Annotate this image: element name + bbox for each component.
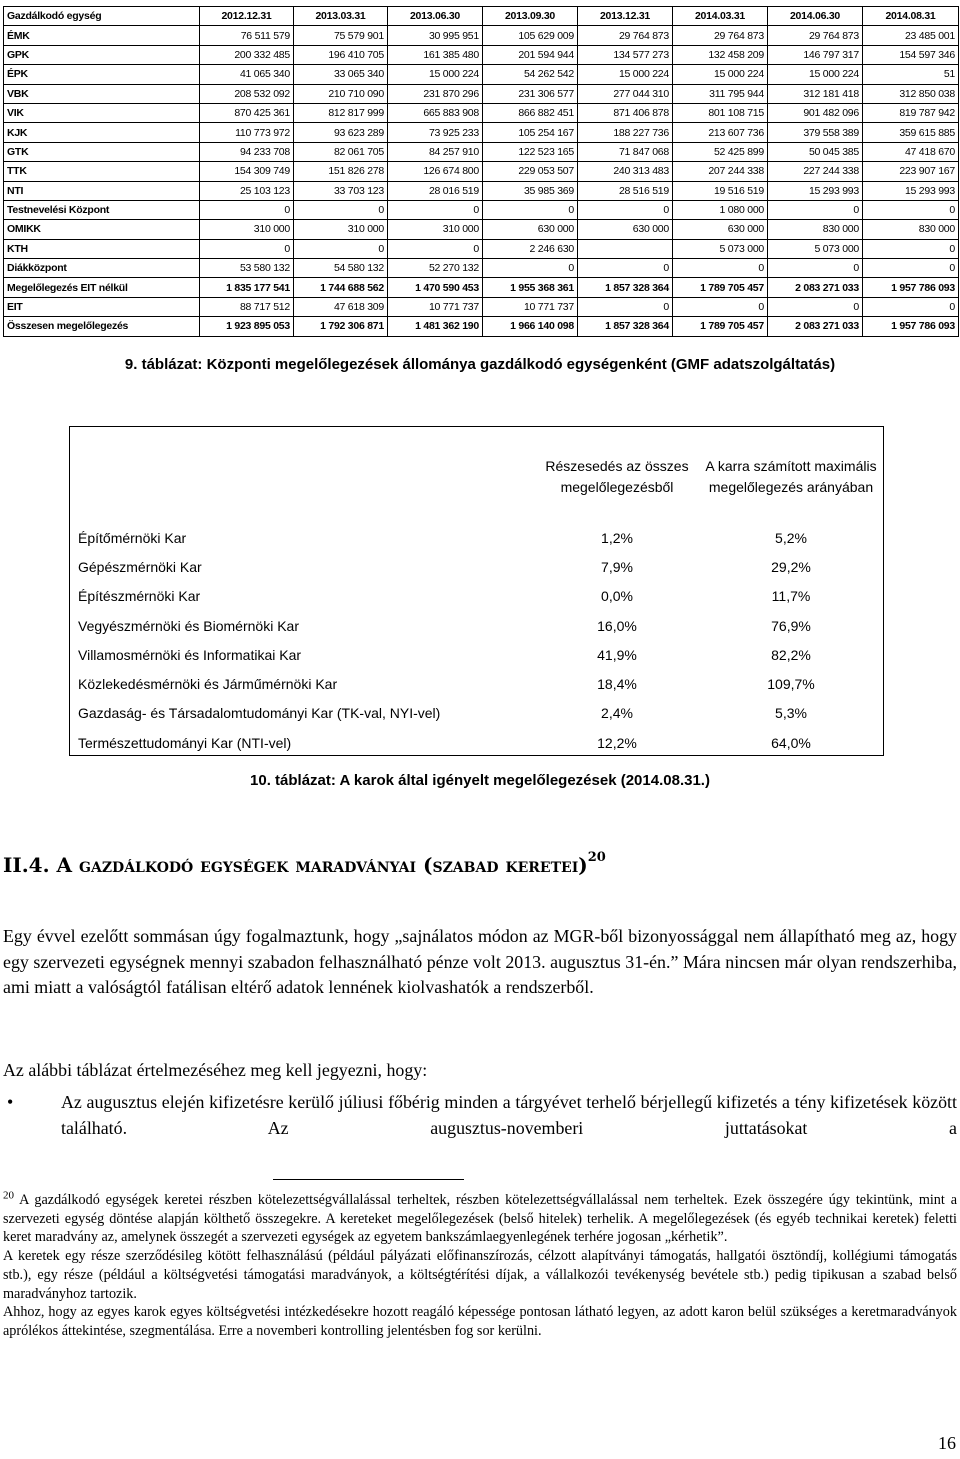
table-row [78, 582, 878, 611]
unit-name-cell: Diákközpont [4, 259, 200, 278]
value-cell: 94 233 708 [200, 142, 294, 161]
ratio-cell: 11,7% [771, 588, 811, 605]
value-cell: 154 309 749 [200, 162, 294, 181]
value-cell: 359 615 885 [863, 123, 959, 142]
value-cell: 29 764 873 [578, 26, 673, 45]
value-cell: 1 835 177 541 [200, 278, 294, 297]
value-cell: 75 579 901 [294, 26, 388, 45]
value-cell: 870 425 361 [200, 103, 294, 122]
value-cell: 53 580 132 [200, 259, 294, 278]
value-cell: 188 227 736 [578, 123, 673, 142]
value-cell: 223 907 167 [863, 162, 959, 181]
value-cell: 0 [200, 239, 294, 258]
value-cell: 1 955 368 361 [483, 278, 578, 297]
unit-name-cell: OMIKK [4, 220, 200, 239]
faculty-name-cell: Közlekedésmérnöki és Járműmérnöki Kar [78, 676, 338, 693]
value-cell: 35 985 369 [483, 181, 578, 200]
table-row [4, 239, 959, 258]
value-cell: 154 597 346 [863, 45, 959, 64]
value-cell: 82 061 705 [294, 142, 388, 161]
column-header: A karra számított maximális megelőlegezés arányában [705, 458, 877, 495]
value-cell: 0 [483, 259, 578, 278]
value-cell: 200 332 485 [200, 45, 294, 64]
value-cell: 630 000 [578, 220, 673, 239]
column-header: Részesedés az összes megelőlegezésből [545, 458, 689, 495]
column-header: 2013.09.30 [483, 7, 578, 26]
value-cell: 1 857 328 364 [578, 317, 673, 336]
footnote-text: A gazdálkodó egységek keretei részben kötelezettségvállalással terheltek, részben kötelezettségvállalással nem terheltek. Ezek összegére úgy tekintünk, mint a szervezeti egység döntése alapján költhető összegekre. A kereteket megelőlegezések (belső hitelek) terhelik. A megelőlegezések (és egyéb technikai keretek) feletti keret maradvány az, amelynek összegét a szervezeti egységek az egyetem bankszámlaegyenlegének terhére jogosan „kérhetik”. [3, 1192, 957, 1246]
value-cell: 0 [578, 259, 673, 278]
unit-name-cell: ÉPK [4, 65, 200, 84]
value-cell: 23 485 001 [863, 26, 959, 45]
table-row [78, 523, 878, 552]
unit-name-cell: GTK [4, 142, 200, 161]
table-header-row [4, 7, 959, 26]
value-cell: 33 703 123 [294, 181, 388, 200]
faculty-name-cell: Gépészmérnöki Kar [78, 558, 202, 575]
value-cell: 2 083 271 033 [768, 278, 863, 297]
table-row [78, 699, 878, 728]
ratio-cell: 5,2% [775, 529, 807, 546]
value-cell: 310 000 [294, 220, 388, 239]
value-cell: 1 470 590 453 [388, 278, 483, 297]
value-cell: 30 995 951 [388, 26, 483, 45]
value-cell: 0 [863, 297, 959, 316]
ratio-cell: 5,3% [775, 705, 807, 722]
value-cell: 310 000 [200, 220, 294, 239]
value-cell: 630 000 [483, 220, 578, 239]
value-cell: 122 523 165 [483, 142, 578, 161]
table-row [4, 278, 959, 297]
table-row [4, 142, 959, 161]
value-cell: 210 710 090 [294, 84, 388, 103]
column-header: 2013.12.31 [578, 7, 673, 26]
value-cell: 277 044 310 [578, 84, 673, 103]
table-row [4, 45, 959, 64]
value-cell: 1 966 140 098 [483, 317, 578, 336]
column-header: Gazdálkodó egység [4, 7, 200, 26]
value-cell: 0 [200, 200, 294, 219]
value-cell: 208 532 092 [200, 84, 294, 103]
value-cell: 0 [673, 259, 768, 278]
value-cell: 1 080 000 [673, 200, 768, 219]
table-row [4, 181, 959, 200]
value-cell: 10 771 737 [483, 297, 578, 316]
table-row [78, 669, 878, 698]
faculty-name-cell: Természettudományi Kar (NTI-vel) [78, 734, 292, 751]
value-cell: 0 [294, 239, 388, 258]
value-cell: 73 925 233 [388, 123, 483, 142]
value-cell: 311 795 944 [673, 84, 768, 103]
value-cell: 0 [863, 259, 959, 278]
value-cell: 1 792 306 871 [294, 317, 388, 336]
unit-name-cell: NTI [4, 181, 200, 200]
value-cell: 229 053 507 [483, 162, 578, 181]
table-header-row [78, 431, 878, 523]
faculty-name-cell: Villamosmérnöki és Informatikai Kar [78, 646, 302, 663]
table-row [4, 317, 959, 336]
value-cell: 0 [578, 297, 673, 316]
table-row [4, 84, 959, 103]
section-heading [3, 850, 606, 877]
value-cell: 29 764 873 [768, 26, 863, 45]
value-cell: 15 000 224 [388, 65, 483, 84]
value-cell: 10 771 737 [388, 297, 483, 316]
faculty-name-cell: Építészmérnöki Kar [78, 588, 201, 605]
table-row [4, 65, 959, 84]
value-cell: 231 870 296 [388, 84, 483, 103]
column-header: 2014.08.31 [863, 7, 959, 26]
ratio-cell: 76,9% [771, 617, 811, 634]
value-cell: 871 406 878 [578, 103, 673, 122]
faculty-advances-table [78, 431, 878, 757]
value-cell: 151 826 278 [294, 162, 388, 181]
value-cell: 41 065 340 [200, 65, 294, 84]
value-cell: 0 [483, 200, 578, 219]
bullet-text: Az augusztus elején kifizetésre kerülő júliusi főbérig minden a tárgyévet terhelő bérjellegű kifizetés a tény kifizetések között található. Az augusztus-novemberi juttatásokat a [61, 1092, 957, 1138]
value-cell: 1 923 895 053 [200, 317, 294, 336]
footnote-separator [273, 1179, 464, 1180]
table-row [78, 552, 878, 581]
table-row [78, 611, 878, 640]
share-cell: 1,2% [601, 529, 633, 546]
value-cell: 0 [863, 200, 959, 219]
share-cell: 16,0% [597, 617, 637, 634]
value-cell: 207 244 338 [673, 162, 768, 181]
value-cell: 47 418 670 [863, 142, 959, 161]
value-cell: 0 [673, 297, 768, 316]
value-cell: 240 313 483 [578, 162, 673, 181]
value-cell: 812 817 999 [294, 103, 388, 122]
table-row [4, 103, 959, 122]
unit-name-cell: Testnevelési Központ [4, 200, 200, 219]
value-cell: 105 629 009 [483, 26, 578, 45]
value-cell: 201 594 944 [483, 45, 578, 64]
unit-name-cell: GPK [4, 45, 200, 64]
value-cell: 110 773 972 [200, 123, 294, 142]
column-header: 2014.06.30 [768, 7, 863, 26]
footnote [3, 1191, 957, 1341]
value-cell: 901 482 096 [768, 103, 863, 122]
value-cell: 0 [768, 200, 863, 219]
value-cell: 1 481 362 190 [388, 317, 483, 336]
body-paragraph: Egy évvel ezelőtt sommásan úgy fogalmaztunk, hogy „sajnálatos módon az MGR-ből bizonyossággal nem állapítható meg az, hogy egy szervezeti egységnek mennyi szabadon felhasználható pénze volt 2013. augusztus 31-én.” Mára nincsen már olyan rendszerhiba, ami miatt a valóságtól fatálisan eltérő adatok lennének kiolvashatók a rendszerből. [3, 926, 957, 998]
value-cell: 665 883 908 [388, 103, 483, 122]
value-cell: 84 257 910 [388, 142, 483, 161]
page-number: 16 [938, 1433, 956, 1453]
value-cell: 0 [388, 239, 483, 258]
value-cell: 19 516 519 [673, 181, 768, 200]
value-cell: 161 385 480 [388, 45, 483, 64]
value-cell: 50 045 385 [768, 142, 863, 161]
value-cell: 1 789 705 457 [673, 278, 768, 297]
body-paragraph: Az alábbi táblázat értelmezéséhez meg kell jegyezni, hogy: [3, 1060, 428, 1080]
value-cell: 71 847 068 [578, 142, 673, 161]
share-cell: 41,9% [597, 646, 637, 663]
value-cell: 132 458 209 [673, 45, 768, 64]
value-cell: 76 511 579 [200, 26, 294, 45]
footnote-paragraph: Ahhoz, hogy az egyes karok egyes költségvetési intézkedésekre hozott reagáló képessége pontosan látható legyen, az adott karon belül szükséges a keretmaradványok aprólékos áttekintése, szegmentálása. Erre a novemberi kontrolling jelentésben fog sor kerülni. [3, 1304, 957, 1339]
footnote-paragraph [3, 1191, 957, 1247]
value-cell: 15 000 224 [768, 65, 863, 84]
table-row [4, 200, 959, 219]
ratio-cell: 109,7% [767, 676, 815, 693]
value-cell [578, 239, 673, 258]
unit-name-cell: KTH [4, 239, 200, 258]
table-row [4, 26, 959, 45]
value-cell: 310 000 [388, 220, 483, 239]
value-cell: 93 623 289 [294, 123, 388, 142]
value-cell: 312 181 418 [768, 84, 863, 103]
table-9-caption: 9. táblázat: Központi megelőlegezések állománya gazdálkodó egységenként (GMF adatszolgáltatás) [124, 356, 836, 373]
advances-by-unit-table [3, 6, 959, 337]
value-cell: 830 000 [863, 220, 959, 239]
table-row [4, 162, 959, 181]
value-cell: 25 103 123 [200, 181, 294, 200]
value-cell: 126 674 800 [388, 162, 483, 181]
table-row [4, 297, 959, 316]
column-header: 2014.03.31 [673, 7, 768, 26]
value-cell: 379 558 389 [768, 123, 863, 142]
value-cell: 830 000 [768, 220, 863, 239]
share-cell: 7,9% [601, 558, 633, 575]
value-cell: 866 882 451 [483, 103, 578, 122]
column-header: 2013.06.30 [388, 7, 483, 26]
value-cell: 819 787 942 [863, 103, 959, 122]
value-cell: 5 073 000 [768, 239, 863, 258]
table-row [4, 123, 959, 142]
table-row [4, 220, 959, 239]
value-cell: 2 083 271 033 [768, 317, 863, 336]
unit-name-cell: VIK [4, 103, 200, 122]
table-10-caption: 10. táblázat: A karok által igényelt megelőlegezések (2014.08.31.) [250, 772, 710, 789]
value-cell: 15 000 224 [673, 65, 768, 84]
value-cell: 88 717 512 [200, 297, 294, 316]
unit-name-cell: Megelőlegezés EIT nélkül [4, 278, 200, 297]
column-header: 2012.12.31 [200, 7, 294, 26]
value-cell: 227 244 338 [768, 162, 863, 181]
value-cell: 0 [768, 259, 863, 278]
value-cell: 630 000 [673, 220, 768, 239]
share-cell: 0,0% [601, 588, 633, 605]
value-cell: 28 016 519 [388, 181, 483, 200]
value-cell: 1 789 705 457 [673, 317, 768, 336]
unit-name-cell: TTK [4, 162, 200, 181]
value-cell: 52 425 899 [673, 142, 768, 161]
faculty-name-cell: Építőmérnöki Kar [78, 529, 187, 546]
value-cell: 15 000 224 [578, 65, 673, 84]
value-cell: 146 797 317 [768, 45, 863, 64]
share-cell: 18,4% [597, 676, 637, 693]
footnote-reference: 20 [587, 850, 606, 866]
value-cell: 105 254 167 [483, 123, 578, 142]
value-cell: 52 270 132 [388, 259, 483, 278]
faculty-name-cell: Vegyészmérnöki és Biomérnöki Kar [78, 617, 299, 634]
value-cell: 0 [768, 297, 863, 316]
value-cell: 54 580 132 [294, 259, 388, 278]
bullet-icon: • [7, 1092, 14, 1112]
unit-name-cell: Összesen megelőlegezés [4, 317, 200, 336]
unit-name-cell: VBK [4, 84, 200, 103]
value-cell: 134 577 273 [578, 45, 673, 64]
value-cell: 213 607 736 [673, 123, 768, 142]
value-cell: 0 [578, 200, 673, 219]
value-cell: 28 516 519 [578, 181, 673, 200]
footnote-paragraph: A keretek egy része szerződésileg kötött felhasználású (például pályázati előfinanszírozás, célzott alapítványi támogatás, hallgatói ösztöndíj, kollégiumi támogatás stb.), egy része (például a költségvetési támogatási maradványok, a költségtérítési díjak, a vállalkozói tevékenység bevétele stb.) pedig tipikusan a szabad belső maradványhoz tartozik. [3, 1248, 957, 1302]
section-title: A gazdálkodó egységek maradványai (szabad keretei) [56, 853, 588, 877]
ratio-cell: 29,2% [771, 558, 811, 575]
unit-name-cell: KJK [4, 123, 200, 142]
value-cell: 0 [294, 200, 388, 219]
value-cell: 29 764 873 [673, 26, 768, 45]
value-cell: 801 108 715 [673, 103, 768, 122]
unit-name-cell: EIT [4, 297, 200, 316]
value-cell: 0 [388, 200, 483, 219]
share-cell: 2,4% [601, 705, 633, 722]
value-cell: 1 857 328 364 [578, 278, 673, 297]
column-header: 2013.03.31 [294, 7, 388, 26]
bullet-list-item [3, 1090, 957, 1141]
faculty-advances-table-frame [69, 426, 884, 756]
section-number: II.4. [3, 853, 50, 877]
table-row [4, 259, 959, 278]
value-cell: 2 246 630 [483, 239, 578, 258]
value-cell: 15 293 993 [863, 181, 959, 200]
value-cell: 15 293 993 [768, 181, 863, 200]
ratio-cell: 82,2% [771, 646, 811, 663]
value-cell: 5 073 000 [673, 239, 768, 258]
faculty-name-cell: Gazdaság- és Társadalomtudományi Kar (TK-val, NYI-vel) [78, 705, 441, 722]
value-cell: 51 [863, 65, 959, 84]
value-cell: 1 957 786 093 [863, 317, 959, 336]
value-cell: 33 065 340 [294, 65, 388, 84]
value-cell: 54 262 542 [483, 65, 578, 84]
value-cell: 231 306 577 [483, 84, 578, 103]
value-cell: 1 744 688 562 [294, 278, 388, 297]
ratio-cell: 64,0% [771, 734, 811, 751]
value-cell: 47 618 309 [294, 297, 388, 316]
share-cell: 12,2% [597, 734, 637, 751]
value-cell: 1 957 786 093 [863, 278, 959, 297]
unit-name-cell: ÉMK [4, 26, 200, 45]
footnote-mark: 20 [3, 1189, 14, 1202]
table-row [78, 728, 878, 757]
value-cell: 0 [863, 239, 959, 258]
table-row [78, 640, 878, 669]
column-header [78, 431, 530, 523]
value-cell: 312 850 038 [863, 84, 959, 103]
value-cell: 196 410 705 [294, 45, 388, 64]
